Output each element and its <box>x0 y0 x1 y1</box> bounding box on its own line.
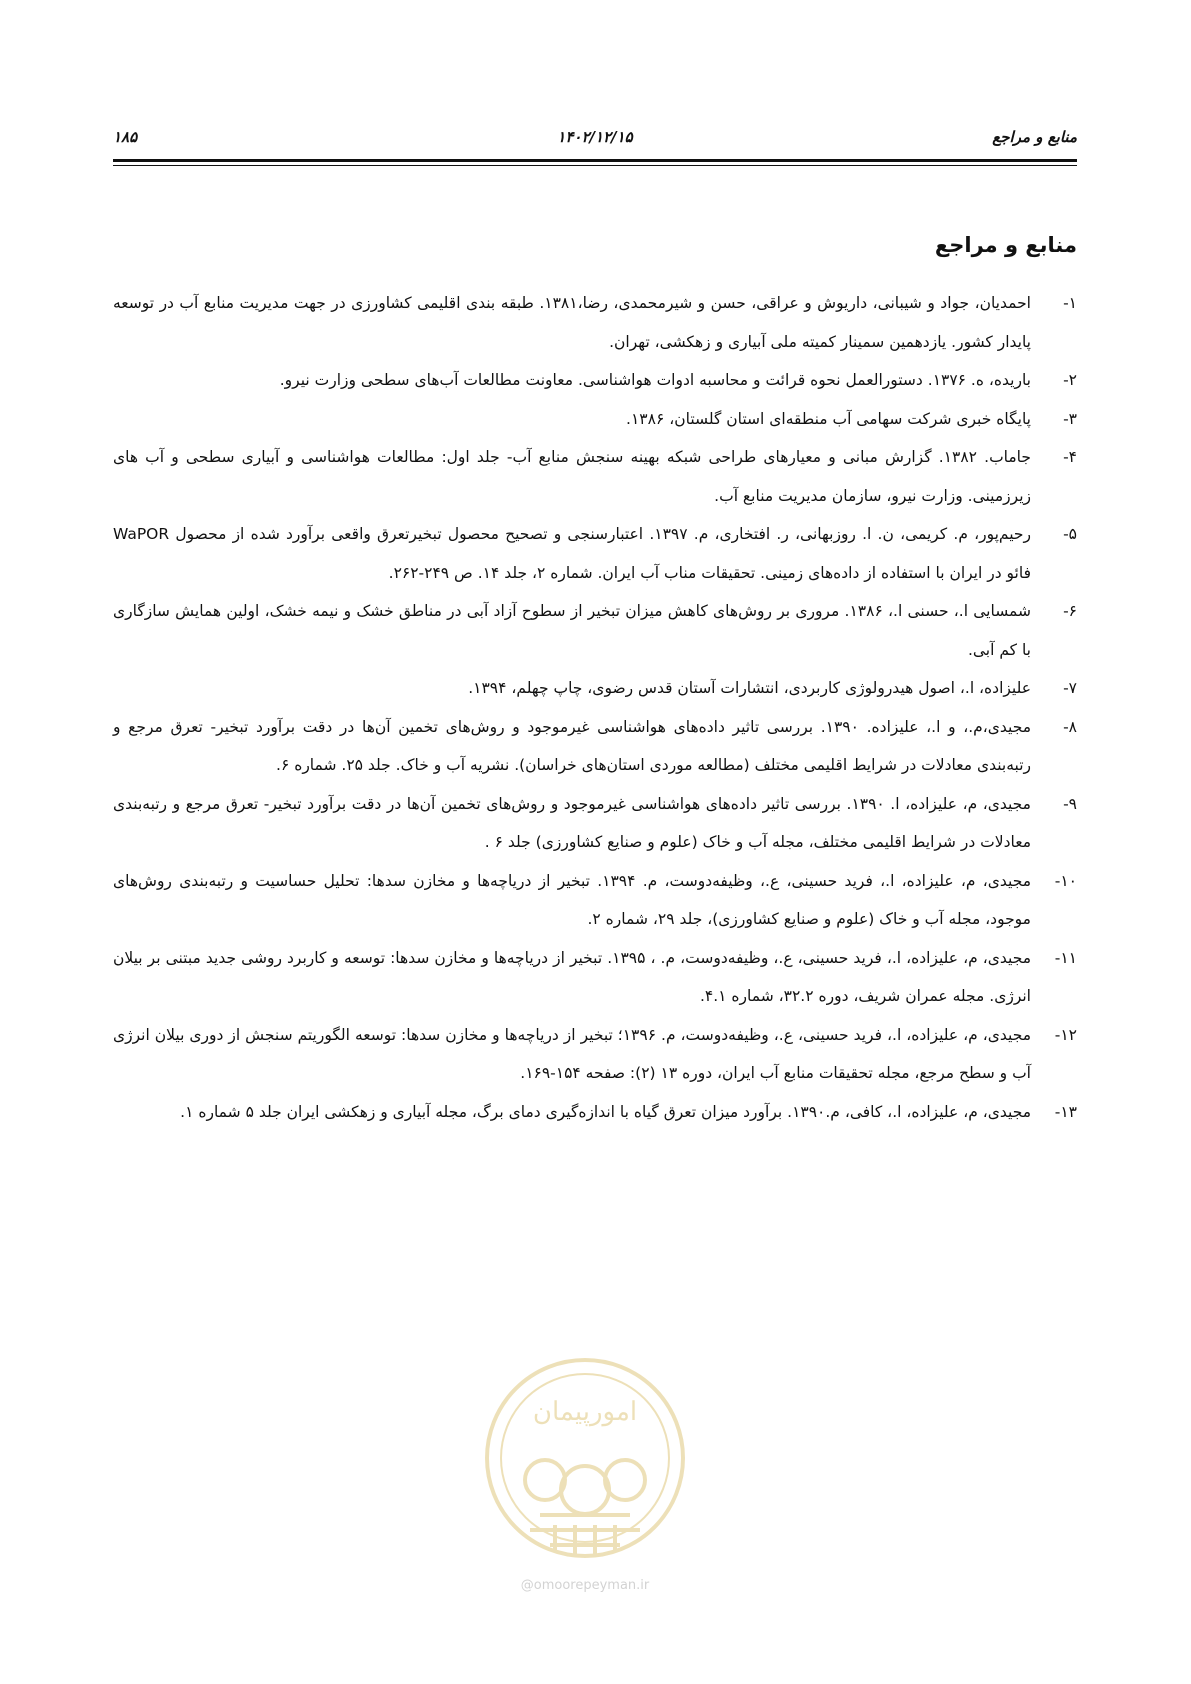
reference-text: مجیدی،م.، و ا.، علیزاده. ۱۳۹۰. بررسی تاثیر داده‌های هواشناسی غیرموجود و روش‌های تخمین آن‌ها در دقت برآورد تبخیر- تعرق مرجع و رتبه‌بندی معادلات در شرایط اقلیمی مختلف (مطالعه موردی استان‌های خراسان). نشریه آب و خاک. جلد ۲۵. شماره ۶. <box>113 717 1031 774</box>
header-date: ۱۴۰۲/۱۲/۱۵ <box>557 128 633 146</box>
reference-item <box>113 862 1077 939</box>
reference-item <box>113 284 1077 361</box>
reference-item <box>113 592 1077 669</box>
reference-text: مجیدی، م، علیزاده، ا.، فرید حسینی، ع.، وظیفه‌دوست، م. ۱۳۹۶؛ تبخیر از دریاچه‌ها و مخازن سدها: توسعه الگوریتم سنجش از دوری بیلان انرژی آب و سطح مرجع، مجله تحقیقات منابع آب ایران، دوره ۱۳ (۲): صفحه ۱۵۴-۱۶۹. <box>113 1025 1031 1082</box>
reference-text: احمدیان، جواد و شیبانی، داریوش و عراقی، حسن و شیرمحمدی، رضا،۱۳۸۱. طبقه بندی اقلیمی کشاورزی در جهت مدیریت منابع آب در توسعه پایدار کشور. یازدهمین سمینار کمیته ملی آبیاری و زهکشی، تهران. <box>113 294 1031 351</box>
watermark-site: @omoorepeyman.ir <box>520 1578 650 1593</box>
reference-item <box>113 515 1077 592</box>
reference-list <box>113 284 1077 1131</box>
reference-text: رحیم‌پور، م. کریمی، ن. ا. روزبهانی، ر. افتخاری، م. ۱۳۹۷. اعتبارسنجی و تصحیح محصول تبخیرتعرق واقعی برآورد شده از محصول WaPOR فائو در ایران با استفاده از داده‌های زمینی. تحقیقات مناب آب ایران. شماره ۲، جلد ۱۴. ص ۲۴۹-۲۶۲. <box>113 525 1031 582</box>
reference-number: ۱۱- <box>1054 948 1077 967</box>
reference-number: ۹- <box>1063 794 1077 813</box>
reference-number: ۱- <box>1063 294 1077 312</box>
reference-item <box>113 1016 1077 1093</box>
reference-item <box>113 785 1077 862</box>
reference-text: مجیدی، م، علیزاده، ا.، فرید حسینی، ع.، وظیفه‌دوست، م. ۱۳۹۴. تبخیر از دریاچه‌ها و مخازن سدها: تحلیل حساسیت و رتبه‌بندی روش‌های موجود، مجله آب و خاک (علوم و صنایع کشاورزی)، جلد ۲۹، شماره ۲. <box>113 871 1032 928</box>
reference-number: ۸- <box>1063 717 1077 736</box>
reference-text: علیزاده، ا.، اصول هیدرولوژی کاربردی، انتشارات آستان قدس رضوی، چاپ چهلم، ۱۳۹۴. <box>468 679 1031 697</box>
reference-item <box>113 438 1077 515</box>
reference-number: ۴- <box>1063 448 1077 466</box>
header-section-name: منابع و مراجع <box>992 128 1077 146</box>
reference-text: پایگاه خبری شرکت سهامی آب منطقه‌ای استان گلستان، ۱۳۸۶. <box>626 409 1031 428</box>
reference-text: باریده، ه. ۱۳۷۶. دستورالعمل نحوه قرائت و محاسبه ادوات هواشناسی. معاونت مطالعات آب‌های سطحی وزارت نیرو. <box>279 371 1031 389</box>
reference-item <box>113 400 1077 439</box>
reference-number: ۶- <box>1063 602 1077 620</box>
running-header <box>113 128 1077 150</box>
section-title: منابع و مراجع <box>934 233 1077 257</box>
reference-number: ۵- <box>1063 525 1077 543</box>
watermark-logo-icon <box>480 1340 690 1575</box>
reference-item <box>113 708 1077 785</box>
reference-number: ۷- <box>1063 679 1077 697</box>
header-rule-thick <box>113 159 1077 162</box>
reference-text: مجیدی، م، علیزاده، ا.، کافی، م.۱۳۹۰. برآورد میزان تعرق گیاه با اندازه‌گیری دمای برگ، مجله آبیاری و زهکشی ایران جلد ۵ شماره ۱. <box>180 1102 1031 1121</box>
reference-item <box>113 939 1077 1016</box>
header-page-number: ۱۸۵ <box>113 128 138 146</box>
reference-item <box>113 1093 1077 1132</box>
reference-text: جاماب. ۱۳۸۲. گزارش مبانی و معیارهای طراحی شبکه بهینه سنجش منابع آب- جلد اول: مطالعات هواشناسی و آبیاری سطحی و آب های زیرزمینی. وزارت نیرو، سازمان مدیریت منابع آب. <box>113 448 1031 505</box>
reference-item <box>113 361 1077 400</box>
reference-number: ۱۰- <box>1054 871 1077 890</box>
reference-item <box>113 669 1077 708</box>
reference-text: مجیدی، م، علیزاده، ا. ۱۳۹۰. بررسی تاثیر داده‌های هواشناسی غیرموجود و روش‌های تخمین آن‌ها در دقت برآورد تبخیر- تعرق مرجع و رتبه‌بندی معادلات در شرایط اقلیمی مختلف، مجله آب و خاک (علوم و صنایع کشاورزی) جلد ۶ . <box>113 794 1031 851</box>
reference-number: ۱۲- <box>1054 1025 1077 1044</box>
watermark <box>480 1340 690 1600</box>
reference-text: مجیدی، م، علیزاده، ا.، فرید حسینی، ع.، وظیفه‌دوست، م. ، ۱۳۹۵. تبخیر از دریاچه‌ها و مخازن سدها: توسعه و کاربرد روشی جدید مبتنی بر بیلان انرژی. مجله عمران شریف، دوره ۳۲.۲، شماره ۴.۱. <box>113 948 1032 1005</box>
header-rule-thin <box>113 165 1077 166</box>
reference-number: ۲- <box>1063 371 1077 389</box>
reference-number: ۳- <box>1063 409 1077 428</box>
reference-number: ۱۳- <box>1054 1102 1077 1121</box>
watermark-logo-text: امورپیمان <box>532 1397 638 1427</box>
reference-text: شمسایی ا.، حسنی ا.، ۱۳۸۶. مروری بر روش‌های کاهش میزان تبخیر از سطوح آزاد آبی در مناطق خشک و نیمه خشک، اولین همایش سازگاری با کم آبی. <box>113 602 1031 659</box>
